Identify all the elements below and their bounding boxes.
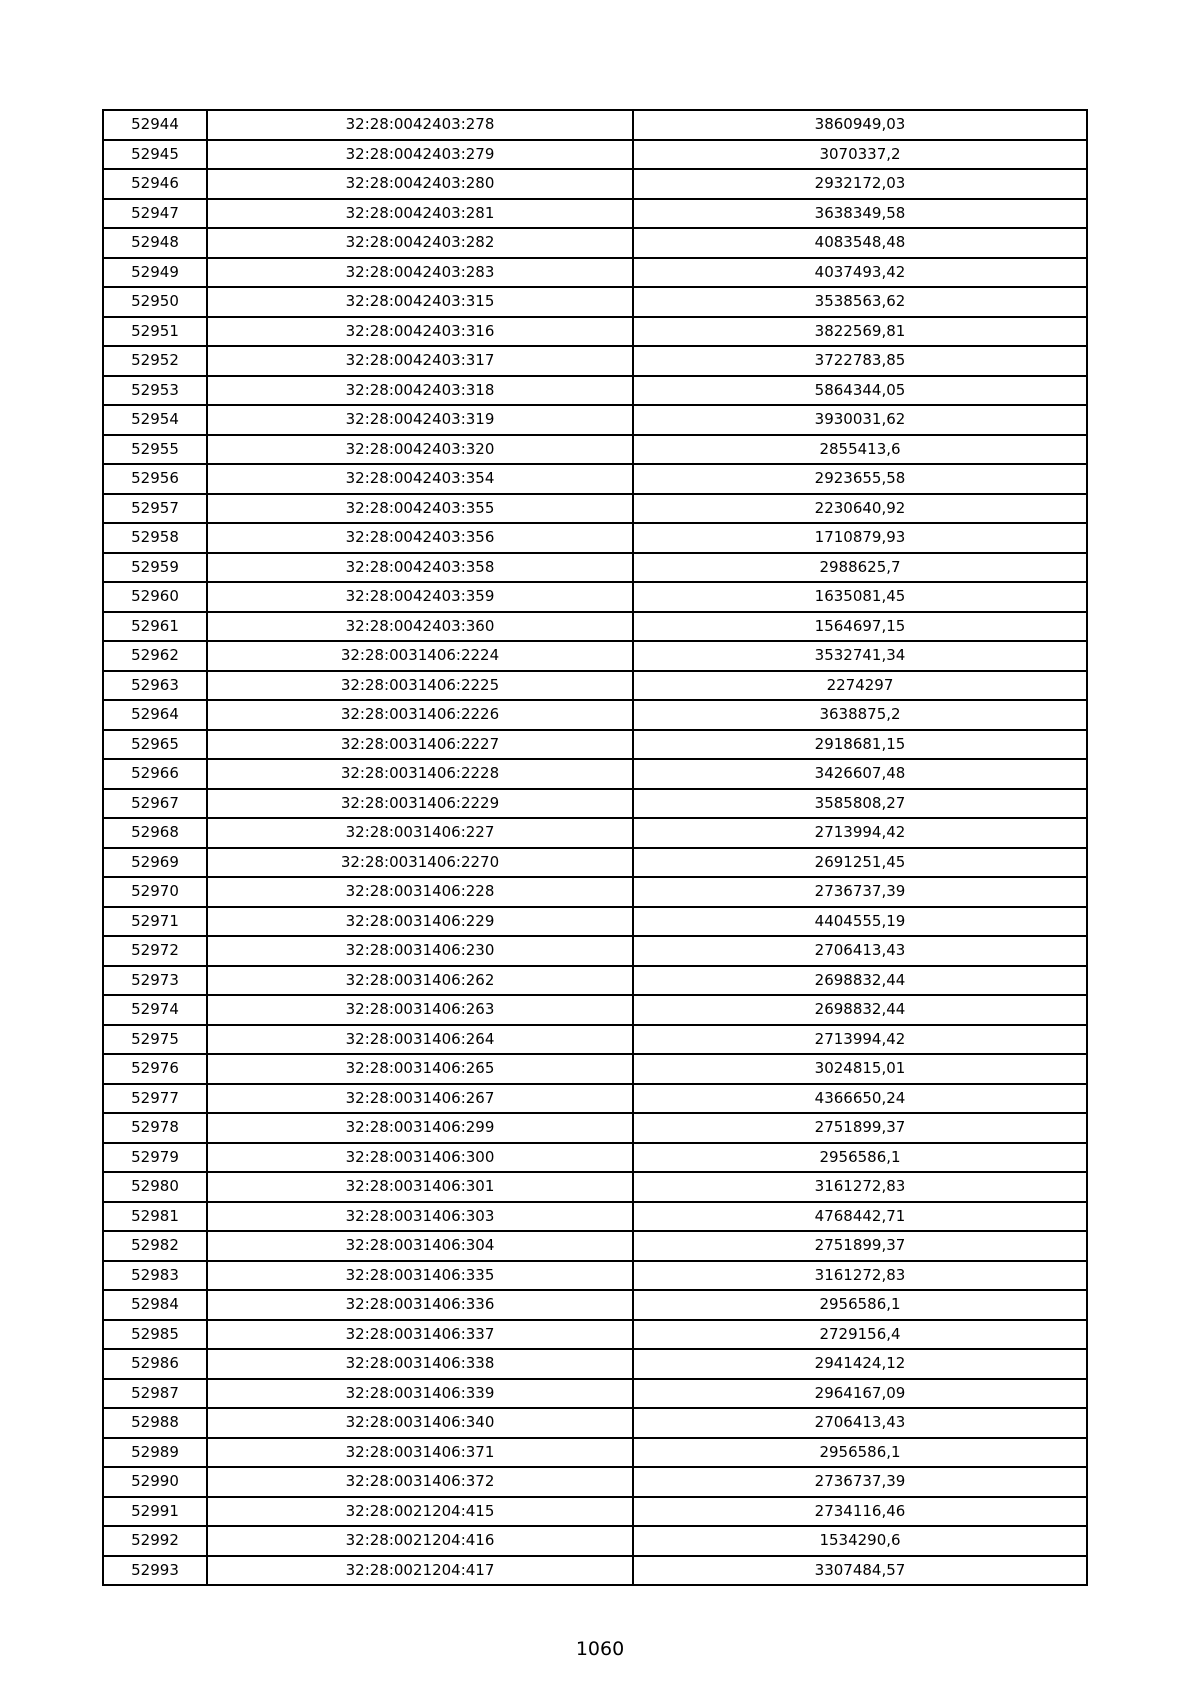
cadastral-number-cell: 32:28:0021204:417: [207, 1556, 633, 1586]
row-number-cell: 52979: [103, 1143, 207, 1173]
value-cell: 3161272,83: [633, 1261, 1087, 1291]
value-cell: 1534290,6: [633, 1526, 1087, 1556]
cadastral-number-cell: 32:28:0031406:304: [207, 1231, 633, 1261]
table-row: [103, 1113, 1087, 1143]
value-cell: 3822569,81: [633, 317, 1087, 347]
table-row: [103, 1084, 1087, 1114]
table-row: [103, 1379, 1087, 1409]
value-cell: 3930031,62: [633, 405, 1087, 435]
row-number-cell: 52953: [103, 376, 207, 406]
row-number-cell: 52963: [103, 671, 207, 701]
cadastral-number-cell: 32:28:0031406:299: [207, 1113, 633, 1143]
table-row: [103, 1172, 1087, 1202]
table-row: [103, 405, 1087, 435]
table-row: [103, 671, 1087, 701]
value-cell: 3161272,83: [633, 1172, 1087, 1202]
row-number-cell: 52946: [103, 169, 207, 199]
value-cell: 2274297: [633, 671, 1087, 701]
cadastral-number-cell: 32:28:0031406:2226: [207, 700, 633, 730]
cadastral-number-cell: 32:28:0031406:301: [207, 1172, 633, 1202]
cadastral-number-cell: 32:28:0042403:359: [207, 582, 633, 612]
row-number-cell: 52962: [103, 641, 207, 671]
table-row: [103, 995, 1087, 1025]
row-number-cell: 52976: [103, 1054, 207, 1084]
value-cell: 2964167,09: [633, 1379, 1087, 1409]
value-cell: 2706413,43: [633, 936, 1087, 966]
cadastral-number-cell: 32:28:0031406:262: [207, 966, 633, 996]
row-number-cell: 52947: [103, 199, 207, 229]
cadastral-number-cell: 32:28:0031406:227: [207, 818, 633, 848]
row-number-cell: 52972: [103, 936, 207, 966]
row-number-cell: 52965: [103, 730, 207, 760]
value-cell: 3638875,2: [633, 700, 1087, 730]
value-cell: 3024815,01: [633, 1054, 1087, 1084]
cadastral-number-cell: 32:28:0031406:263: [207, 995, 633, 1025]
table-row: [103, 1349, 1087, 1379]
value-cell: 2230640,92: [633, 494, 1087, 524]
table-row: [103, 110, 1087, 140]
table-row: [103, 258, 1087, 288]
value-cell: 2855413,6: [633, 435, 1087, 465]
value-cell: 4083548,48: [633, 228, 1087, 258]
table-row: [103, 1408, 1087, 1438]
cadastral-number-cell: 32:28:0031406:2225: [207, 671, 633, 701]
cadastral-number-cell: 32:28:0031406:372: [207, 1467, 633, 1497]
row-number-cell: 52971: [103, 907, 207, 937]
table-row: [103, 1143, 1087, 1173]
table-row: [103, 789, 1087, 819]
table-row: [103, 140, 1087, 170]
row-number-cell: 52982: [103, 1231, 207, 1261]
row-number-cell: 52981: [103, 1202, 207, 1232]
cadastral-number-cell: 32:28:0042403:358: [207, 553, 633, 583]
value-cell: 2988625,7: [633, 553, 1087, 583]
cadastral-number-cell: 32:28:0031406:336: [207, 1290, 633, 1320]
value-cell: 2736737,39: [633, 877, 1087, 907]
table-row: [103, 877, 1087, 907]
value-cell: 2932172,03: [633, 169, 1087, 199]
table-row: [103, 730, 1087, 760]
value-cell: 3538563,62: [633, 287, 1087, 317]
value-cell: 2691251,45: [633, 848, 1087, 878]
cadastral-number-cell: 32:28:0031406:2270: [207, 848, 633, 878]
value-cell: 2956586,1: [633, 1438, 1087, 1468]
page-number: 1060: [575, 1638, 625, 1660]
row-number-cell: 52967: [103, 789, 207, 819]
cadastral-number-cell: 32:28:0031406:303: [207, 1202, 633, 1232]
cadastral-number-cell: 32:28:0042403:318: [207, 376, 633, 406]
value-cell: 2923655,58: [633, 464, 1087, 494]
value-cell: 5864344,05: [633, 376, 1087, 406]
value-cell: 2706413,43: [633, 1408, 1087, 1438]
row-number-cell: 52992: [103, 1526, 207, 1556]
row-number-cell: 52986: [103, 1349, 207, 1379]
row-number-cell: 52984: [103, 1290, 207, 1320]
cadastral-number-cell: 32:28:0031406:230: [207, 936, 633, 966]
row-number-cell: 52945: [103, 140, 207, 170]
table-row: [103, 759, 1087, 789]
cadastral-number-cell: 32:28:0042403:279: [207, 140, 633, 170]
table-row: [103, 1054, 1087, 1084]
value-cell: 3860949,03: [633, 110, 1087, 140]
row-number-cell: 52961: [103, 612, 207, 642]
row-number-cell: 52969: [103, 848, 207, 878]
row-number-cell: 52991: [103, 1497, 207, 1527]
table-row: [103, 966, 1087, 996]
table-row: [103, 1025, 1087, 1055]
row-number-cell: 52944: [103, 110, 207, 140]
row-number-cell: 52987: [103, 1379, 207, 1409]
cadastral-number-cell: 32:28:0031406:2227: [207, 730, 633, 760]
row-number-cell: 52973: [103, 966, 207, 996]
cadastral-number-cell: 32:28:0031406:228: [207, 877, 633, 907]
row-number-cell: 52958: [103, 523, 207, 553]
row-number-cell: 52968: [103, 818, 207, 848]
value-cell: 3532741,34: [633, 641, 1087, 671]
row-number-cell: 52985: [103, 1320, 207, 1350]
row-number-cell: 52964: [103, 700, 207, 730]
table-row: [103, 1526, 1087, 1556]
value-cell: 2713994,42: [633, 1025, 1087, 1055]
row-number-cell: 52955: [103, 435, 207, 465]
cadastral-value-table: [102, 109, 1088, 1586]
table-row: [103, 1467, 1087, 1497]
cadastral-number-cell: 32:28:0021204:416: [207, 1526, 633, 1556]
table-row: [103, 1438, 1087, 1468]
row-number-cell: 52966: [103, 759, 207, 789]
row-number-cell: 52948: [103, 228, 207, 258]
table-row: [103, 582, 1087, 612]
cadastral-number-cell: 32:28:0042403:283: [207, 258, 633, 288]
table-row: [103, 848, 1087, 878]
table-row: [103, 1556, 1087, 1586]
cadastral-number-cell: 32:28:0031406:337: [207, 1320, 633, 1350]
table-row: [103, 464, 1087, 494]
value-cell: 2736737,39: [633, 1467, 1087, 1497]
row-number-cell: 52956: [103, 464, 207, 494]
cadastral-number-cell: 32:28:0042403:360: [207, 612, 633, 642]
row-number-cell: 52989: [103, 1438, 207, 1468]
row-number-cell: 52954: [103, 405, 207, 435]
value-cell: 4404555,19: [633, 907, 1087, 937]
table-row: [103, 907, 1087, 937]
table-row: [103, 1231, 1087, 1261]
row-number-cell: 52949: [103, 258, 207, 288]
cadastral-number-cell: 32:28:0042403:316: [207, 317, 633, 347]
cadastral-number-cell: 32:28:0031406:338: [207, 1349, 633, 1379]
table-row: [103, 435, 1087, 465]
value-cell: 1564697,15: [633, 612, 1087, 642]
value-cell: 3426607,48: [633, 759, 1087, 789]
cadastral-number-cell: 32:28:0042403:354: [207, 464, 633, 494]
table-row: [103, 936, 1087, 966]
cadastral-number-cell: 32:28:0042403:355: [207, 494, 633, 524]
table-row: [103, 228, 1087, 258]
row-number-cell: 52980: [103, 1172, 207, 1202]
value-cell: 2698832,44: [633, 995, 1087, 1025]
table-row: [103, 523, 1087, 553]
table-row: [103, 346, 1087, 376]
value-cell: 4037493,42: [633, 258, 1087, 288]
table-row: [103, 818, 1087, 848]
cadastral-number-cell: 32:28:0031406:229: [207, 907, 633, 937]
table-row: [103, 612, 1087, 642]
value-cell: 2734116,46: [633, 1497, 1087, 1527]
cadastral-number-cell: 32:28:0042403:320: [207, 435, 633, 465]
table-row: [103, 169, 1087, 199]
value-cell: 3307484,57: [633, 1556, 1087, 1586]
cadastral-number-cell: 32:28:0031406:265: [207, 1054, 633, 1084]
value-cell: 1635081,45: [633, 582, 1087, 612]
table-row: [103, 494, 1087, 524]
row-number-cell: 52990: [103, 1467, 207, 1497]
value-cell: 2918681,15: [633, 730, 1087, 760]
cadastral-number-cell: 32:28:0042403:280: [207, 169, 633, 199]
value-cell: 3722783,85: [633, 346, 1087, 376]
cadastral-number-cell: 32:28:0042403:282: [207, 228, 633, 258]
row-number-cell: 52983: [103, 1261, 207, 1291]
row-number-cell: 52975: [103, 1025, 207, 1055]
row-number-cell: 52970: [103, 877, 207, 907]
cadastral-number-cell: 32:28:0031406:335: [207, 1261, 633, 1291]
row-number-cell: 52978: [103, 1113, 207, 1143]
table-row: [103, 1497, 1087, 1527]
cadastral-number-cell: 32:28:0031406:339: [207, 1379, 633, 1409]
value-cell: 2751899,37: [633, 1113, 1087, 1143]
value-cell: 2713994,42: [633, 818, 1087, 848]
table-row: [103, 700, 1087, 730]
table-row: [103, 317, 1087, 347]
table-row: [103, 553, 1087, 583]
row-number-cell: 52959: [103, 553, 207, 583]
cadastral-number-cell: 32:28:0042403:317: [207, 346, 633, 376]
table-row: [103, 641, 1087, 671]
table-row: [103, 1320, 1087, 1350]
value-cell: 2729156,4: [633, 1320, 1087, 1350]
row-number-cell: 52951: [103, 317, 207, 347]
row-number-cell: 52993: [103, 1556, 207, 1586]
cadastral-number-cell: 32:28:0042403:356: [207, 523, 633, 553]
cadastral-number-cell: 32:28:0031406:2228: [207, 759, 633, 789]
cadastral-number-cell: 32:28:0042403:281: [207, 199, 633, 229]
cadastral-number-cell: 32:28:0031406:2224: [207, 641, 633, 671]
table-row: [103, 1202, 1087, 1232]
row-number-cell: 52952: [103, 346, 207, 376]
row-number-cell: 52988: [103, 1408, 207, 1438]
cadastral-number-cell: 32:28:0042403:319: [207, 405, 633, 435]
cadastral-number-cell: 32:28:0031406:264: [207, 1025, 633, 1055]
value-cell: 2698832,44: [633, 966, 1087, 996]
cadastral-number-cell: 32:28:0031406:300: [207, 1143, 633, 1173]
table-row: [103, 1261, 1087, 1291]
cadastral-number-cell: 32:28:0042403:315: [207, 287, 633, 317]
table-row: [103, 199, 1087, 229]
table-row: [103, 1290, 1087, 1320]
table-row: [103, 376, 1087, 406]
cadastral-number-cell: 32:28:0021204:415: [207, 1497, 633, 1527]
value-cell: 3070337,2: [633, 140, 1087, 170]
value-cell: 2956586,1: [633, 1143, 1087, 1173]
value-cell: 3585808,27: [633, 789, 1087, 819]
value-cell: 2751899,37: [633, 1231, 1087, 1261]
row-number-cell: 52977: [103, 1084, 207, 1114]
cadastral-number-cell: 32:28:0031406:267: [207, 1084, 633, 1114]
table-row: [103, 287, 1087, 317]
value-cell: 2941424,12: [633, 1349, 1087, 1379]
cadastral-number-cell: 32:28:0031406:340: [207, 1408, 633, 1438]
value-cell: 4366650,24: [633, 1084, 1087, 1114]
cadastral-number-cell: 32:28:0031406:2229: [207, 789, 633, 819]
value-cell: 3638349,58: [633, 199, 1087, 229]
cadastral-number-cell: 32:28:0042403:278: [207, 110, 633, 140]
row-number-cell: 52974: [103, 995, 207, 1025]
value-cell: 2956586,1: [633, 1290, 1087, 1320]
value-cell: 4768442,71: [633, 1202, 1087, 1232]
row-number-cell: 52960: [103, 582, 207, 612]
cadastral-number-cell: 32:28:0031406:371: [207, 1438, 633, 1468]
row-number-cell: 52950: [103, 287, 207, 317]
table-body: [103, 110, 1087, 1585]
value-cell: 1710879,93: [633, 523, 1087, 553]
row-number-cell: 52957: [103, 494, 207, 524]
